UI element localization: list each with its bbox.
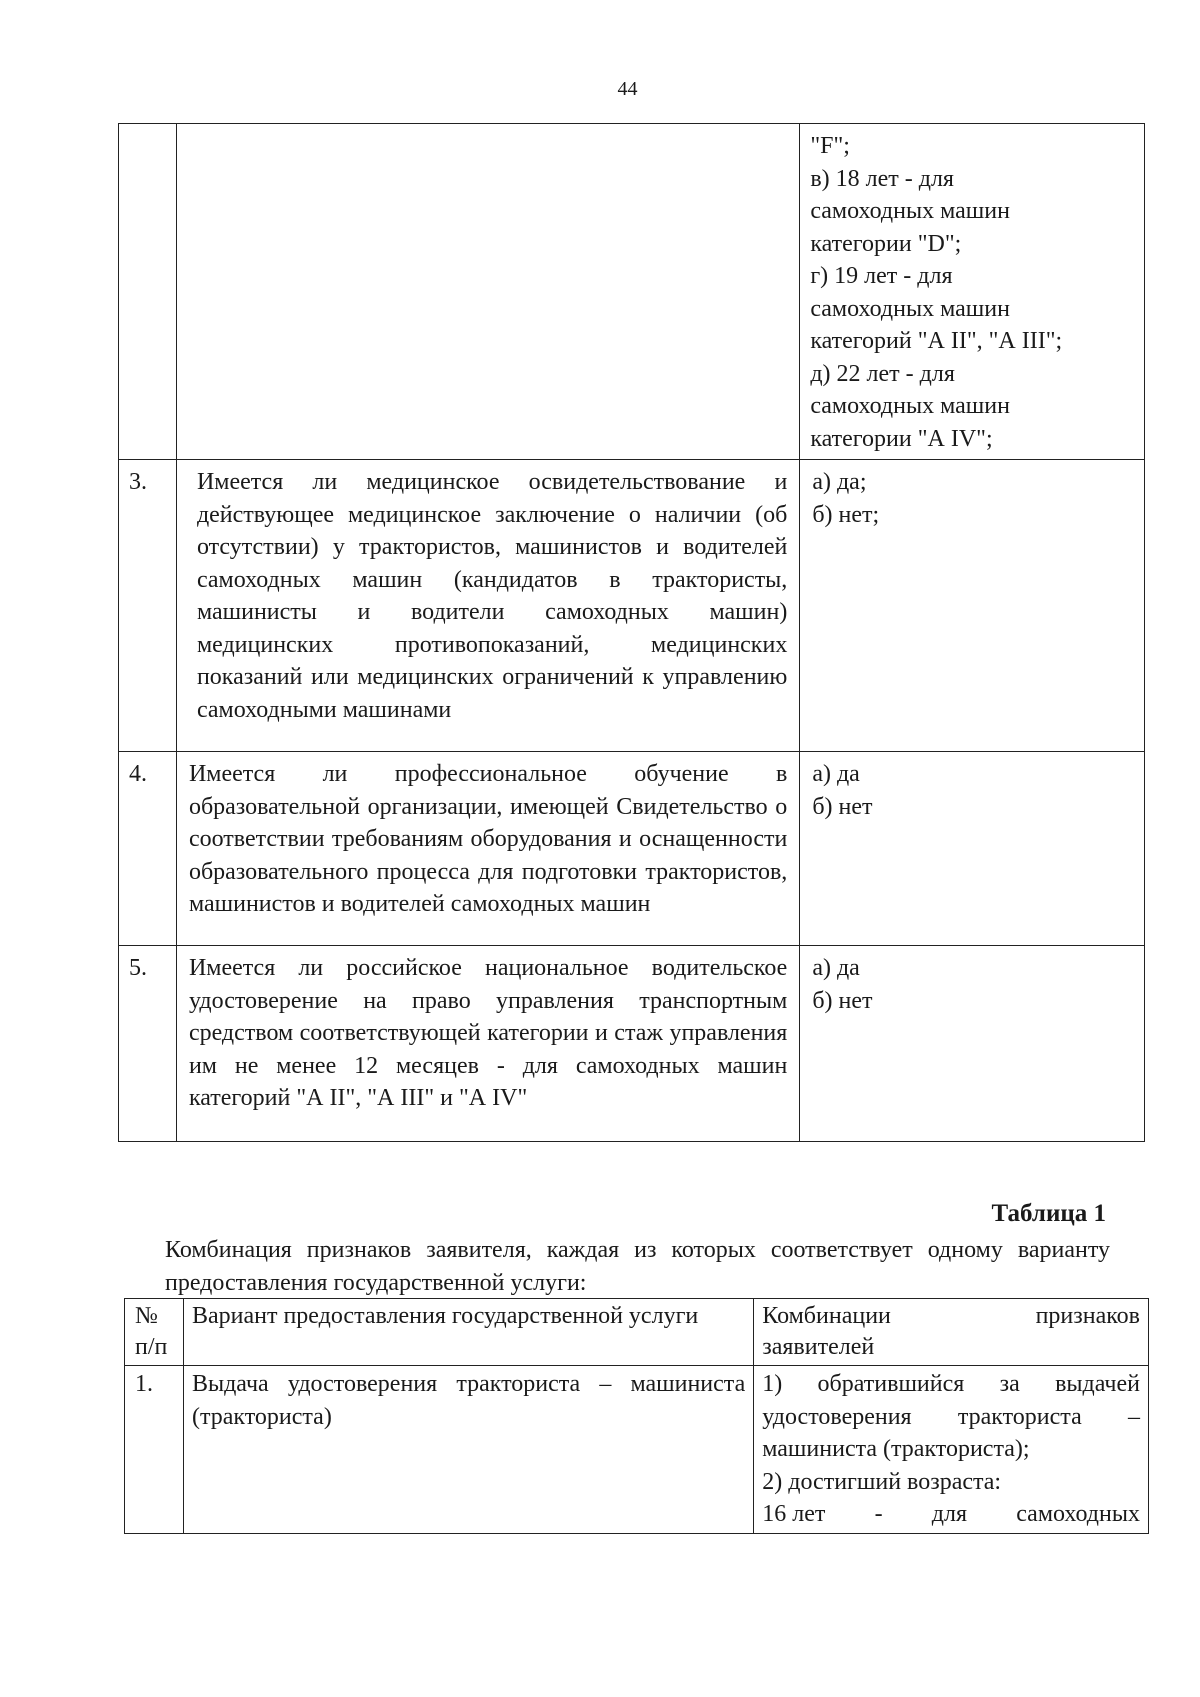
combination-line: 2) достигший возраста: [762,1468,1002,1495]
row-question: Имеется ли медицинское освидетельствование и действующее медицинское заключение о наличии (об отсутствии) у трактористов, машинистов и водителей самоходных машин (кандидатов в трактористы, машинисты и водители самоходных машин) медицинских противопоказаний, медицинских показаний или медицинских ограничений к управлению самоходными машинами [176,460,799,752]
table-caption: Таблица 1 [991,1200,1106,1227]
row-number: 1. [125,1366,184,1534]
answer-line: категории "А IV"; [810,425,993,452]
table-intro: Комбинация признаков заявителя, каждая из которых соответствует одному варианту предоставления государственной услуги: [165,1237,1110,1296]
answer-line: "F"; [810,133,850,159]
row-variant: Выдача удостоверения тракториста – машиниста (тракториста) [183,1366,753,1534]
answer-line: самоходных машин [810,198,1010,224]
row-question: Имеется ли российское национальное водительское удостоверение на право управления транспортным средством соответствующей категории и стаж управления им не менее 12 месяцев - для самоходных машин категорий "А II", "А III" и "А IV" [176,946,799,1142]
answer-line: самоходных машин [810,295,1010,322]
row-answer [800,124,1145,460]
answer-line: б) нет; [812,501,880,528]
combination-last-line: 16 лет - для самоходных [762,1501,1140,1527]
answer-line: б) нет [812,793,873,820]
table-row [119,752,1145,946]
answer-line: а) да [812,761,860,787]
header-first-line: Комбинации признаков [762,1303,1140,1329]
answer-line: в) 18 лет - для [810,165,954,192]
row-question: Имеется ли профессиональное обучение в образовательной организации, имеющей Свидетельство о соответствии требованиям оборудования и оснащенности образовательного процесса для подготовки трактористов, машинистов и водителей самоходных машин [176,752,799,946]
answer-line: а) да; [812,469,867,495]
answer-line: категории "D"; [810,230,962,257]
row-answer [800,460,1145,752]
header-second-line: заявителей [762,1334,875,1360]
answer-line: а) да [812,955,860,981]
row-answer [800,946,1145,1142]
answer-line: б) нет [812,987,873,1014]
row-number [119,124,177,460]
row-combination [754,1366,1149,1534]
answer-line: д) 22 лет - для [810,360,955,387]
row-answer [800,752,1145,946]
column-header-variant: Вариант предоставления государственной услуги [183,1299,753,1366]
row-number: 3. [119,460,177,752]
table-row [119,124,1145,460]
table-row [119,946,1145,1142]
column-header-number: № п/п [125,1299,184,1366]
requirements-table-continued [118,123,1145,1142]
page-number: 44 [617,78,638,100]
answer-line: категорий "А II", "А III"; [810,328,1063,354]
table-row [125,1366,1149,1534]
answer-line: г) 19 лет - для [810,263,953,289]
table-row [119,460,1145,752]
applicant-attributes-table [124,1298,1149,1534]
row-question [176,124,799,460]
column-header-combination [754,1299,1149,1366]
answer-line: самоходных машин [810,393,1010,419]
combination-line: 1) обратившийся за выдачей удостоверения тракториста – машиниста (тракториста); [762,1371,1140,1462]
row-number: 4. [119,752,177,946]
row-number: 5. [119,946,177,1142]
table-header-row [125,1299,1149,1366]
